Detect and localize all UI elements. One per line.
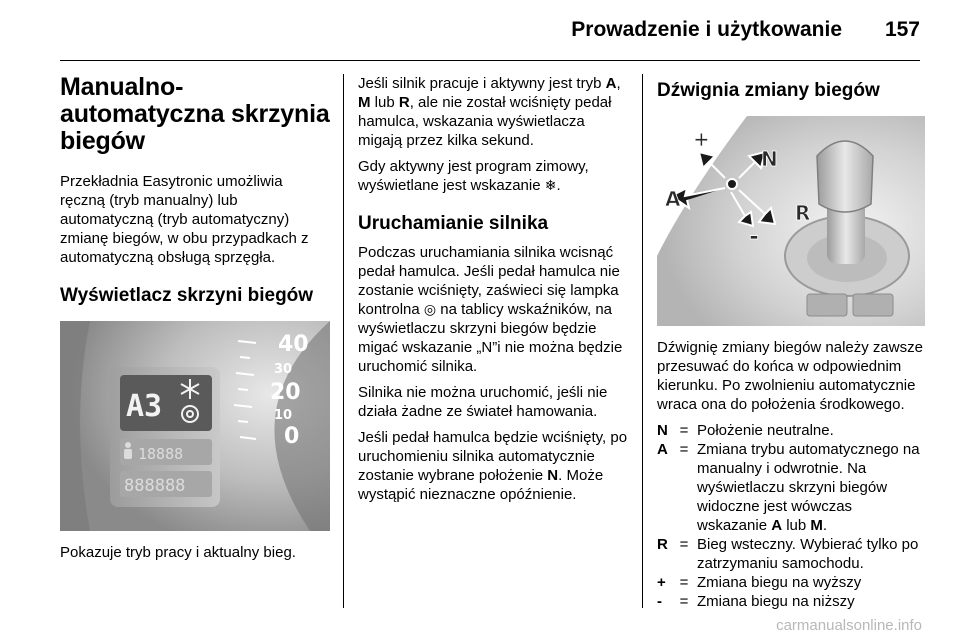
header-divider: [60, 60, 920, 61]
text-run: na tablicy wskaźników, na wyświetlaczu skrzyni biegów będzie migać wskazanie „N”i nie można będzie uruchomić silnika.: [358, 301, 623, 375]
text-run: Jeśli silnik pracuje i aktywny jest tryb: [358, 75, 606, 92]
speedo-tick: 20: [270, 380, 301, 405]
text-run: .: [822, 517, 828, 534]
page-header: [0, 0, 960, 60]
definition-equals: =: [679, 593, 689, 610]
seatbelt-icon: [124, 442, 132, 459]
gear-lever-figure: [657, 116, 925, 326]
definition-text: Bieg wsteczny. Wybierać tylko po zatrzymaniu samochodu.: [697, 536, 919, 572]
paragraph-neutral: [358, 428, 628, 504]
text-run: Zmiana trybu automatycznego na manualny i odwrotnie. Na wyświetlaczu skrzyni biegów widoczne jest wówczas wskazanie: [697, 441, 920, 534]
column-middle: [358, 74, 628, 511]
display-caption: Pokazuje tryb pracy i aktualny bieg.: [60, 544, 296, 561]
speedo-tick: 0: [284, 424, 300, 449]
brake-warning-icon: ◎: [423, 301, 437, 317]
minus-label: -: [749, 222, 759, 250]
definition-row: [657, 440, 925, 535]
speedo-tick: 40: [278, 332, 309, 357]
definition-equals: =: [679, 441, 689, 458]
speedo-tick: 10: [274, 408, 293, 423]
snowflake-icon: ❄: [544, 177, 557, 193]
mode-r: R: [398, 94, 410, 111]
plus-label: +: [693, 127, 710, 151]
lcd-line-2: 888888: [124, 476, 186, 496]
definition-key: -: [657, 593, 662, 610]
text-run: . Może wystąpić nieznaczne opóźnienie.: [358, 467, 604, 503]
column-divider-1: [343, 74, 344, 608]
definition-key: N: [657, 422, 668, 439]
definition-text: [697, 440, 925, 535]
column-right: [657, 74, 925, 611]
text-run: .: [556, 177, 561, 194]
paragraph-blinking: [358, 74, 628, 150]
lcd-line-1: 18888: [138, 445, 184, 463]
text-run: Podczas uruchamiania silnika wcisnąć pedał hamulca. Jeśli pedał hamulca nie zostanie wciśnięty, zaświeci się lampka kontrolna: [358, 244, 620, 318]
instrument-cluster-illustration: [60, 321, 330, 531]
display-heading: Wyświetlacz skrzyni biegów: [60, 285, 314, 306]
paragraph-winter: [358, 157, 628, 195]
mode-m: M: [358, 94, 371, 111]
definition-row: [657, 535, 925, 573]
mode-a: A: [771, 517, 783, 534]
definition-key: A: [657, 441, 668, 458]
page-number: 157: [884, 18, 920, 41]
speedo-tick: 30: [274, 362, 293, 377]
definition-key: R: [657, 536, 668, 553]
mode-a: A: [605, 75, 617, 92]
text-run: lub: [370, 94, 399, 111]
definition-equals: =: [679, 422, 689, 439]
text-run: Jeśli pedał hamulca będzie wciśnięty, po uruchomieniu silnika automatycznie zostanie wybrane położenie: [358, 429, 628, 484]
definition-row: [657, 592, 925, 611]
definition-equals: =: [679, 574, 689, 591]
definition-row: [657, 573, 925, 592]
definition-equals: =: [679, 536, 689, 553]
gear-display-text: A3: [126, 389, 163, 424]
mode-n: N: [547, 467, 559, 484]
n-label: N: [761, 147, 778, 171]
lever-heading: Dźwignia zmiany biegów: [657, 80, 880, 101]
r-label: R: [795, 201, 811, 225]
column-divider-2: [642, 74, 643, 608]
definition-row: [657, 421, 925, 440]
a-label: A: [665, 187, 681, 211]
definition-text: Zmiana biegu na niższy: [697, 593, 855, 610]
paragraph-brake-lights: Silnika nie można uruchomić, jeśli nie działa żadne ze świateł hamowania.: [358, 384, 608, 420]
watermark: carmanualsonline.info: [776, 617, 922, 634]
text-run: Gdy aktywny jest program zimowy, wyświetlane jest wskazanie: [358, 158, 589, 194]
mode-m: M: [810, 517, 823, 534]
text-run: , ale nie został wciśnięty pedał hamulca, wskazania wyświetlacza migają przez kilka sekund.: [358, 94, 612, 149]
definition-text: Położenie neutralne.: [697, 422, 834, 439]
text-run: ,: [616, 75, 621, 92]
start-heading: Uruchamianie silnika: [358, 213, 549, 234]
text-run: lub: [782, 517, 811, 534]
section-title: Prowadzenie i użytkowanie: [571, 18, 842, 41]
paragraph-start: [358, 243, 628, 376]
column-left: [60, 74, 330, 569]
gearbox-display-figure: [60, 321, 330, 531]
gear-lever-illustration: [657, 116, 925, 326]
definition-key: +: [657, 574, 666, 591]
lever-paragraph: Dźwignię zmiany biegów należy zawsze przesuwać do końca w odpowiednim kierunku. Po zwolnieniu automatycznie wraca ona do położenia środkowego.: [657, 339, 923, 413]
definition-text: Zmiana biegu na wyższy: [697, 574, 862, 591]
intro-paragraph: Przekładnia Easytronic umożliwia ręczną (tryb manualny) lub automatyczną (tryb automatyczny) zmianę biegów, w obu przypadkach z automatyczną obsługą sprzęgła.: [60, 173, 309, 266]
main-heading: Manualno-automatyczna skrzynia biegów: [60, 73, 330, 155]
